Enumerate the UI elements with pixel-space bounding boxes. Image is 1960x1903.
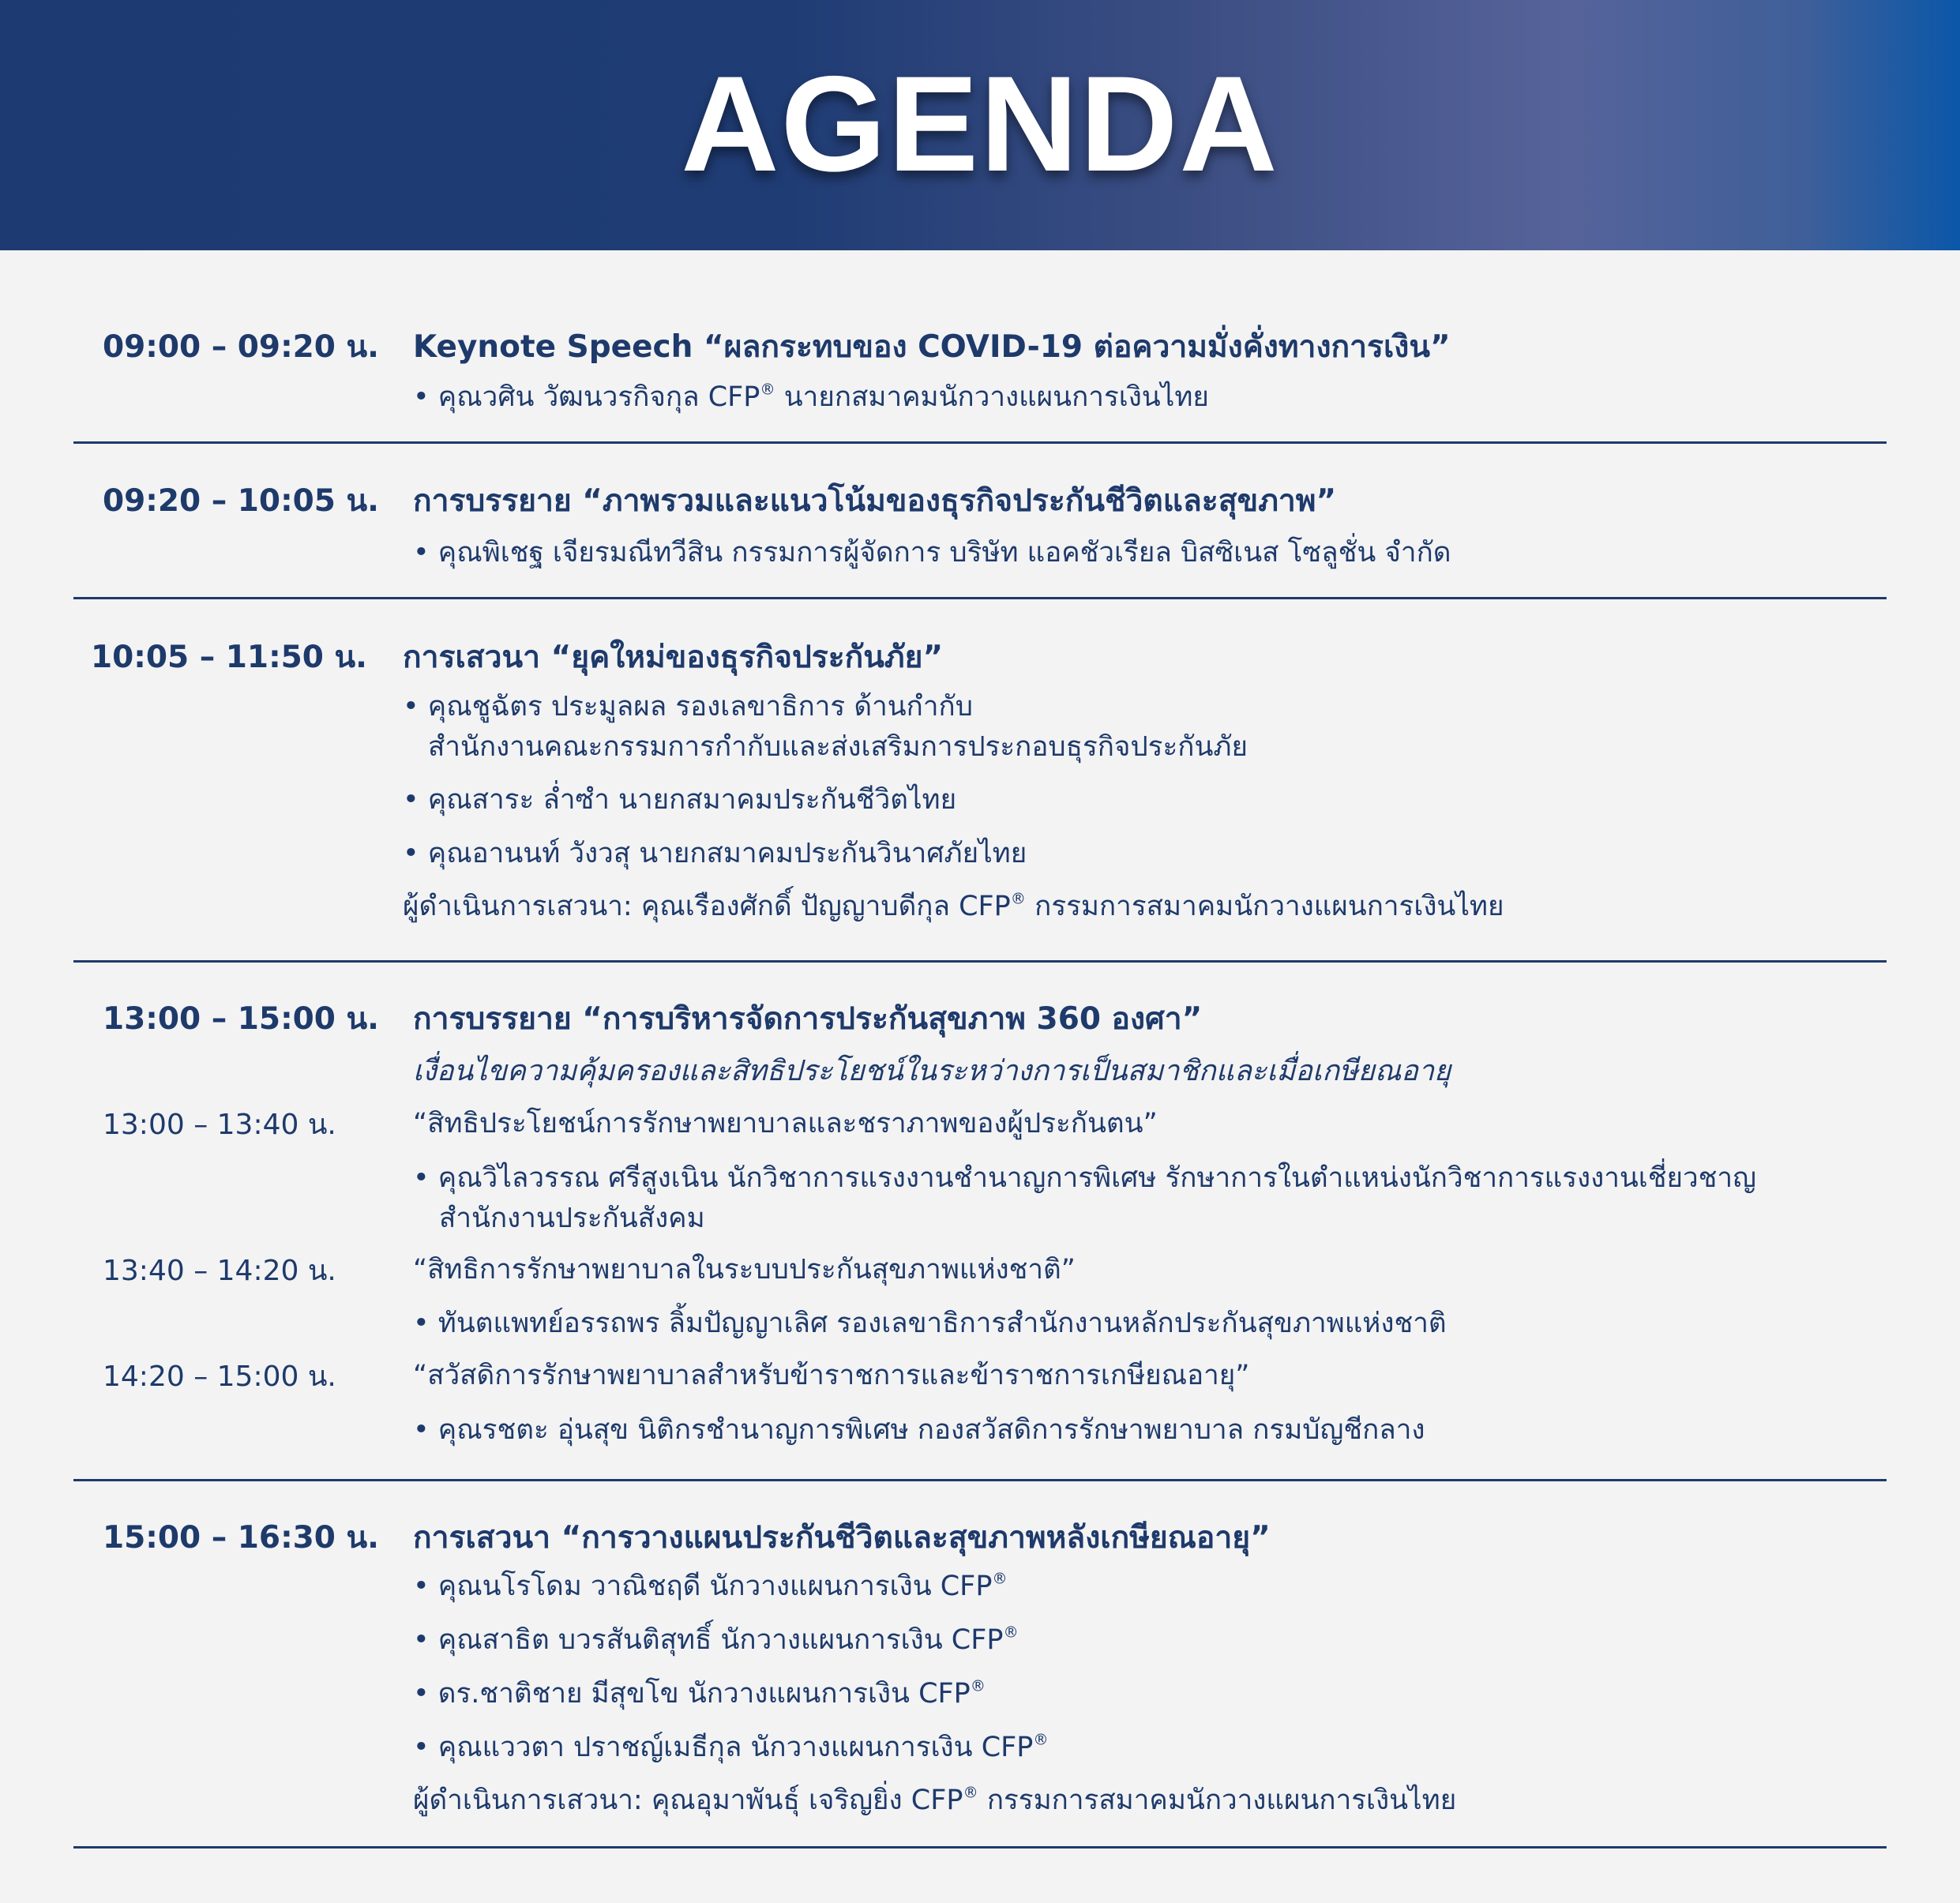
part-time: 14:20 – 15:00 น. xyxy=(103,1361,336,1393)
session-time: 10:05 – 11:50 น. xyxy=(91,640,367,675)
section-divider xyxy=(73,441,1887,444)
part-time: 13:40 – 14:20 น. xyxy=(103,1255,336,1287)
session-time: 09:00 – 09:20 น. xyxy=(103,329,379,365)
page-title: AGENDA xyxy=(681,47,1279,200)
section-divider xyxy=(73,1479,1887,1481)
speaker-item: • คุณรชตะ อุ่นสุข นิติกรชำนาญการพิเศษ กองสวัสดิการรักษาพยาบาล กรมบัญชีกลาง xyxy=(413,1408,1425,1451)
session-title: Keynote Speech “ผลกระทบของ COVID-19 ต่อความมั่งคั่งทางการเงิน” xyxy=(413,329,1451,365)
speaker-item: • คุณนโรโดม วาณิชฤดี นักวางแผนการเงิน CFP® xyxy=(413,1564,1008,1608)
speaker-item: • ดร.ชาติชาย มีสุขโข นักวางแผนการเงิน CFP® xyxy=(413,1672,986,1715)
session-title: การบรรยาย “ภาพรวมและแนวโน้มของธุรกิจประกันชีวิตและสุขภาพ” xyxy=(413,483,1337,519)
speaker-item: • คุณวิไลวรรณ ศรีสูงเนิน นักวิชาการแรงงานชำนาญการพิเศษ รักษาการในตำแหน่งนักวิชาการแรงงานเชี่ยวชาญ xyxy=(413,1156,1756,1199)
session-time: 09:20 – 10:05 น. xyxy=(103,483,379,519)
session-subtitle: เงื่อนไขความคุ้มครองและสิทธิประโยชน์ในระหว่างการเป็นสมาชิกและเมื่อเกษียณอายุ xyxy=(413,1055,1451,1087)
speaker-item: • คุณวศิน วัฒนวรกิจกุล CFP® นายกสมาคมนักวางแผนการเงินไทย xyxy=(413,375,1209,419)
session-time: 15:00 – 16:30 น. xyxy=(103,1520,379,1556)
speaker-item: • คุณแววตา ปราชญ์เมธีกุล นักวางแผนการเงิน CFP® xyxy=(413,1725,1049,1769)
section-divider xyxy=(73,1846,1887,1849)
speaker-item: • คุณพิเชฐ เจียรมณีทวีสิน กรรมการผู้จัดการ บริษัท แอคชัวเรียล บิสซิเนส โซลูชั่น จำกัด xyxy=(413,531,1451,574)
session-title: การบรรยาย “การบริหารจัดการประกันสุขภาพ 360 องศา” xyxy=(413,1001,1203,1037)
speaker-item-continued: สำนักงานประกันสังคม xyxy=(439,1203,705,1234)
agenda-header xyxy=(0,0,1960,250)
moderator: ผู้ดำเนินการเสวนา: คุณเรืองศักดิ์ ปัญญาบดีกุล CFP® กรรมการสมาคมนักวางแผนการเงินไทย xyxy=(403,889,1504,922)
part-time: 13:00 – 13:40 น. xyxy=(103,1109,336,1141)
session-title: การเสวนา “การวางแผนประกันชีวิตและสุขภาพหลังเกษียณอายุ” xyxy=(413,1520,1271,1556)
speaker-item: • คุณสาระ ล่ำซำ นายกสมาคมประกันชีวิตไทย xyxy=(403,778,956,821)
section-divider xyxy=(73,597,1887,599)
part-topic: “สิทธิการรักษาพยาบาลในระบบประกันสุขภาพแห่งชาติ” xyxy=(413,1254,1076,1286)
section-divider xyxy=(73,960,1887,963)
session-title: การเสวนา “ยุคใหม่ของธุรกิจประกันภัย” xyxy=(403,640,944,675)
speaker-item-continued: สำนักงานคณะกรรมการกำกับและส่งเสริมการประกอบธุรกิจประกันภัย xyxy=(428,731,1248,763)
session-time: 13:00 – 15:00 น. xyxy=(103,1001,379,1037)
speaker-item: • ทันตแพทย์อรรถพร ลิ้มปัญญาเลิศ รองเลขาธิการสำนักงานหลักประกันสุขภาพแห่งชาติ xyxy=(413,1301,1447,1345)
speaker-item: • คุณอานนท์ วังวสุ นายกสมาคมประกันวินาศภัยไทย xyxy=(403,831,1027,875)
part-topic: “สวัสดิการรักษาพยาบาลสำหรับข้าราชการและข้าราชการเกษียณอายุ” xyxy=(413,1360,1250,1391)
part-topic: “สิทธิประโยชน์การรักษาพยาบาลและชราภาพของผู้ประกันตน” xyxy=(413,1108,1158,1139)
speaker-item: • คุณสาธิต บวรสันติสุทธิ์ นักวางแผนการเงิน CFP® xyxy=(413,1618,1019,1661)
moderator: ผู้ดำเนินการเสวนา: คุณอุมาพันธุ์ เจริญยิ่ง CFP® กรรมการสมาคมนักวางแผนการเงินไทย xyxy=(413,1783,1457,1816)
speaker-item: • คุณชูฉัตร ประมูลผล รองเลขาธิการ ด้านกำกับ xyxy=(403,685,973,728)
